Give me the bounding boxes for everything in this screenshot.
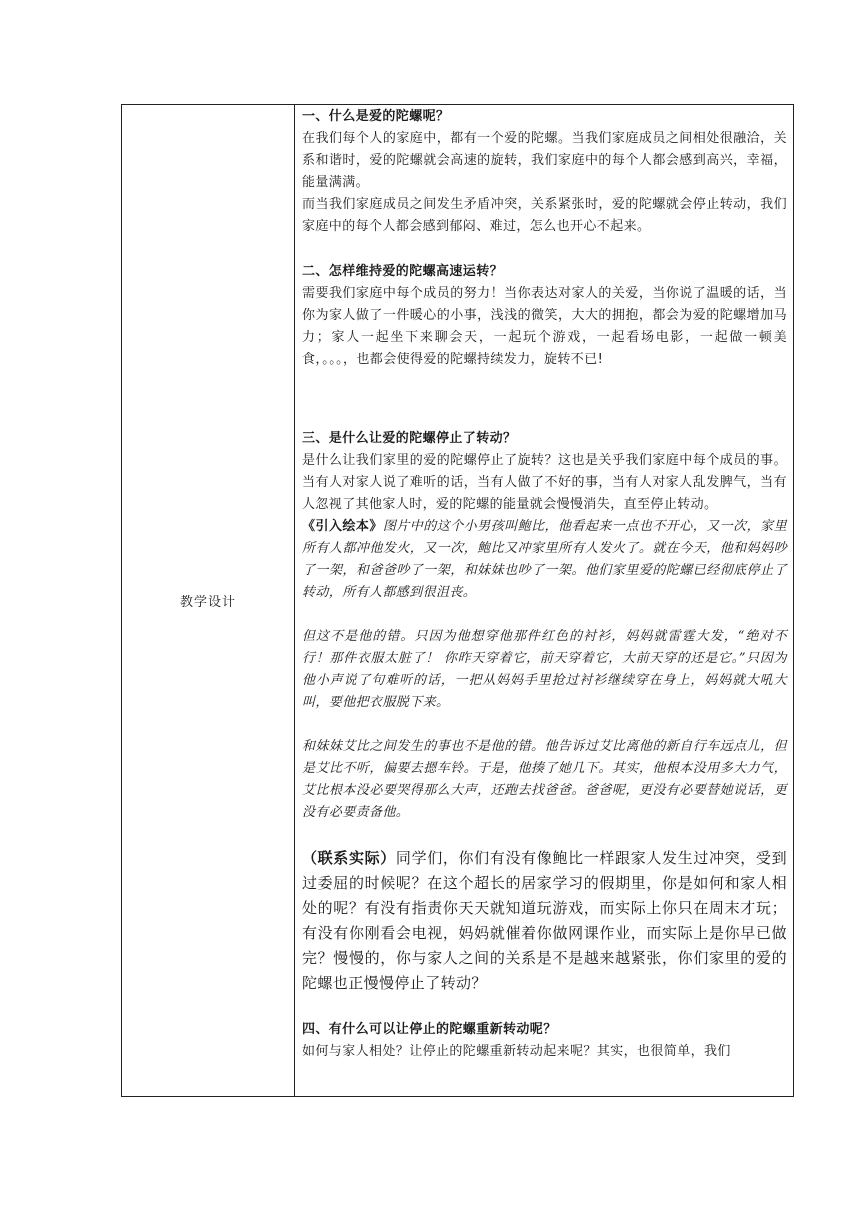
- story-paragraph3: 和妹妹艾比之间发生的事也不是他的错。他告诉过艾比离他的新自行车远点儿，但是艾比不听，偏要去摁车铃。于是，他揍了她几下。其实，他根本没用多大力气，艾比根本没必要哭得那么大声，还跑去找爸爸。爸爸呢，更没有必要替她说话，更没有必要责备他。: [302, 739, 787, 820]
- section3-paragraph1: 是什么让我们家里的爱的陀螺停止了旋转？这也是关乎我们家庭中每个成员的事。当有人对家人说了难听的话，当有人做了不好的事，当有人对家人乱发脾气，当有人忽视了其他家人时，爱的陀螺的能量就会慢慢消失，直至停止转动。: [302, 453, 787, 512]
- lesson-plan-table: [121, 104, 794, 1097]
- section3-heading: 三、是什么让爱的陀螺停止了转动？: [302, 431, 517, 446]
- intro-label: 《引入绘本》: [302, 519, 383, 534]
- story-paragraph2: 但这不是他的错。只因为他想穿他那件红色的衬衫，妈妈就雷霆大发，“绝对不行！那件衣服太脏了！ 你昨天穿着它，前天穿着它，大前天穿的还是它。”只因为他小声说了句难听的话，一把从妈妈手里抢过衬衫继续穿在身上，妈妈就大吼大叫，要他把衣服脱下来。: [302, 629, 787, 710]
- row-label: 教学设计: [179, 595, 236, 610]
- section1-paragraph2: 而当我们家庭成员之间发生矛盾冲突，关系紧张时，爱的陀螺就会停止转动，我们家庭中的每个人都会感到郁闷、难过，怎么也开心不起来。: [302, 197, 787, 234]
- connect-label: （联系实际）: [302, 849, 396, 867]
- story-text1: 图片中的这个小男孩叫鲍比，他看起来一点也不开心，又一次，家里所有人都冲他发火，又一次，鲍比又冲家里所有人发火了。就在今天，他和妈妈吵了一架，和爸爸吵了一架，和妹妹也吵了一架。他们家里爱的陀螺已经彻底停止了转动，所有人都感到很沮丧。: [302, 519, 787, 600]
- section4-heading: 四、有什么可以让停止的陀螺重新转动呢？: [302, 1022, 557, 1037]
- content-cell: [295, 105, 793, 1096]
- section2-paragraph1: 需要我们家庭中每个成员的努力！当你表达对家人的关爱，当你说了温暖的话，当你为家人做了一件暖心的小事，浅浅的微笑，大大的拥抱，都会为爱的陀螺增加马力；家人一起坐下来聊会天，一起玩个游戏，一起看场电影，一起做一顿美食，。。。，也都会使得爱的陀螺持续发力，旋转不已!: [302, 286, 787, 367]
- story-paragraph1: [302, 516, 787, 604]
- section1-heading: 一、什么是爱的陀螺呢？: [302, 109, 450, 124]
- section2-heading: 二、怎样维持爱的陀螺高速运转？: [302, 264, 504, 279]
- connect-text: 同学们，你们有没有像鲍比一样跟家人发生过冲突，受到过委屈的时候呢？在这个超长的居家学习的假期里，你是如何和家人相处的呢？有没有指责你天天就知道玩游戏，而实际上你只在周末才玩；有没有你刚看会电视，妈妈就催着你做网课作业，而实际上是你早已做完？慢慢的，你与家人之间的关系是不是越来越紧张，你们家里的爱的陀螺也正慢慢停止了转动？: [302, 849, 787, 992]
- row-label-cell: [122, 105, 295, 1096]
- section1-paragraph1: 在我们每个人的家庭中，都有一个爱的陀螺。当我们家庭成员之间相处很融洽，关系和谐时，爱的陀螺就会高速的旋转，我们家庭中的每个人都会感到高兴，幸福，能量满满。: [302, 131, 787, 190]
- connect-paragraph: [302, 846, 787, 996]
- section4-paragraph1: 如何与家人相处？让停止的陀螺重新转动起来呢？其实，也很简单，我们: [302, 1044, 731, 1059]
